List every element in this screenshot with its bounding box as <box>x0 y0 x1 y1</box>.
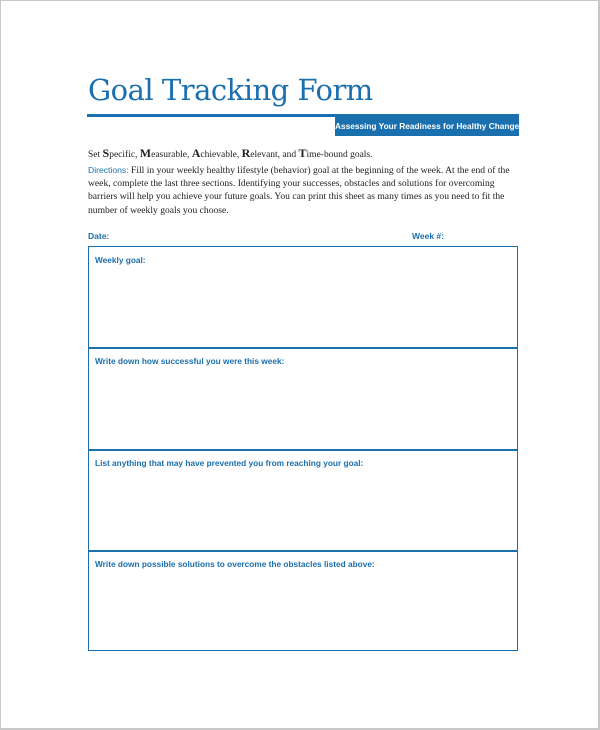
page-title: Goal Tracking Form <box>88 73 373 107</box>
smart-cap-m: M <box>139 146 152 160</box>
title-rule <box>87 114 337 117</box>
smart-rest-m: easurable, <box>151 150 192 160</box>
smart-goals-line <box>88 146 373 161</box>
smart-cap-r: R <box>241 146 251 160</box>
obstacles-input[interactable] <box>93 472 513 547</box>
week-number-field[interactable] <box>412 231 444 241</box>
smart-rest-r: elevant, and <box>250 150 299 160</box>
week-label: Week #: <box>412 231 444 241</box>
smart-cap-t: T <box>298 146 307 160</box>
smart-rest-t: ime-bound goals. <box>306 150 373 160</box>
subtitle-banner: Assessing Your Readiness for Healthy Change <box>335 114 519 136</box>
obstacles-label: List anything that may have prevented you from reaching your goal: <box>95 458 364 468</box>
obstacles-section <box>88 449 518 552</box>
directions-text: Fill in your weekly healthy lifestyle (behavior) goal at the beginning of the week. At the end of the week, complete the last three sections. Identifying your successes, obstacles and solutions for overcoming barriers will help you achieve your future goals. You can print this sheet as many times as you need to fit the number of weekly goals you choose. <box>88 165 510 216</box>
smart-cap-s: S <box>102 146 110 160</box>
solutions-section <box>88 550 518 651</box>
success-section <box>88 347 518 451</box>
success-label: Write down how successful you were this week: <box>95 356 285 366</box>
solutions-input[interactable] <box>93 573 513 646</box>
smart-cap-a: A <box>191 146 201 160</box>
directions-label: Directions: <box>88 165 129 175</box>
date-field[interactable] <box>88 231 109 241</box>
smart-prefix: Set <box>88 150 103 160</box>
directions-paragraph <box>88 164 524 217</box>
smart-rest-a: chievable, <box>200 150 242 160</box>
weekly-goal-label: Weekly goal: <box>95 255 146 265</box>
weekly-goal-input[interactable] <box>93 269 513 344</box>
success-input[interactable] <box>93 370 513 446</box>
smart-rest-s: pecific, <box>109 150 140 160</box>
solutions-label: Write down possible solutions to overcome the obstacles listed above: <box>95 559 375 569</box>
date-label: Date: <box>88 231 110 241</box>
weekly-goal-section <box>88 246 518 349</box>
